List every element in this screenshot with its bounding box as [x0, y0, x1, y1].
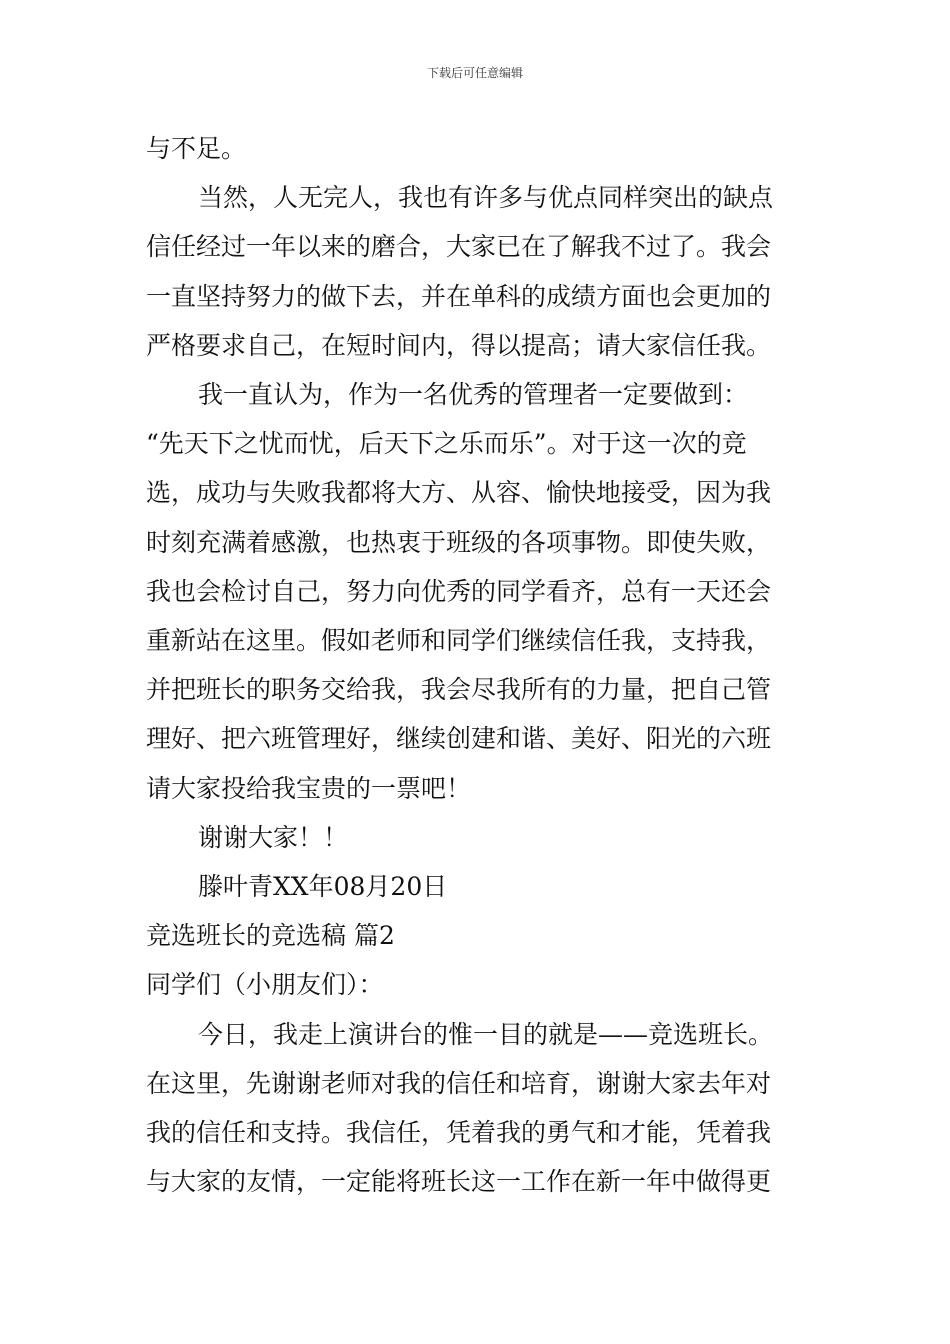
- text-line: 我的信任和支持。我信任，凭着我的勇气和才能，凭着我: [146, 1118, 772, 1148]
- section-title: 竞选班长的竞选稿 篇2: [146, 921, 395, 951]
- closing-thanks-line: 谢谢大家！！: [198, 822, 349, 852]
- text-line: “先天下之忧而忧，后天下之乐而乐”。对于这一次的竞: [146, 429, 747, 459]
- text-line: 一直坚持努力的做下去，并在单科的成绩方面也会更加的: [146, 281, 772, 311]
- text-line: 我也会检讨自己，努力向优秀的同学看齐，总有一天还会: [146, 576, 772, 606]
- salutation-line: 同学们（小朋友们）：: [146, 970, 384, 1000]
- text-line: 重新站在这里。假如老师和同学们继续信任我，支持我，: [146, 626, 772, 656]
- text-line: 在这里，先谢谢老师对我的信任和培育，谢谢大家去年对: [146, 1068, 772, 1098]
- document-body: [146, 124, 808, 1206]
- text-line: 选，成功与失败我都将大方、从容、愉快地接受，因为我: [146, 478, 772, 508]
- text-line: 并把班长的职务交给我，我会尽我所有的力量，把自己管: [146, 675, 772, 705]
- text-line: 时刻充满着感激，也热衷于班级的各项事物。即使失败，: [146, 527, 772, 557]
- paragraph-start-line: 当然，人无完人，我也有许多与优点同样突出的缺点: [198, 183, 774, 213]
- text-line: 信任经过一年以来的磨合，大家已在了解我不过了。我会: [146, 232, 772, 262]
- signature-date-line: 滕叶青XX年08月20日: [198, 872, 448, 902]
- page-header: 下载后可任意编辑: [426, 66, 523, 80]
- text-line: 请大家投给我宝贵的一票吧！: [146, 773, 472, 803]
- text-line: 与不足。: [146, 134, 247, 163]
- text-line: 与大家的友情，一定能将班长这一工作在新一年中做得更: [146, 1167, 772, 1197]
- paragraph-start-line: 今日，我走上演讲台的惟一目的就是——竞选班长。: [198, 1019, 774, 1049]
- text-line: 严格要求自己，在短时间内，得以提高；请大家信任我。: [146, 330, 772, 360]
- paragraph-start-line: 我一直认为，作为一名优秀的管理者一定要做到：: [198, 380, 749, 410]
- text-line: 理好、把六班管理好，继续创建和谐、美好、阳光的六班: [146, 724, 772, 754]
